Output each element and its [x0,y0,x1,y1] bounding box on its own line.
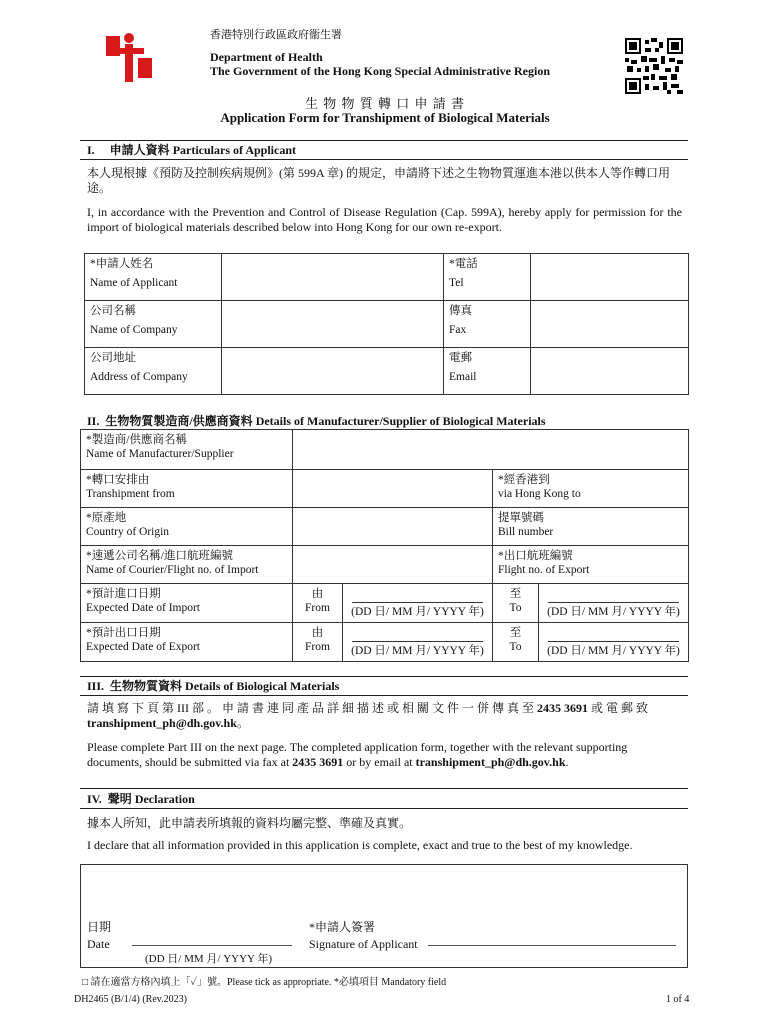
export-from-label: 由 From [293,623,343,662]
company-address-field[interactable] [222,348,444,395]
section-1-title-en: Particulars of Applicant [172,143,297,157]
section-3-heading [87,679,339,694]
import-to-date-field[interactable]: (DD 日/ MM 月/ YYYY 年) [539,584,689,623]
manufacturer-table [80,429,689,662]
date-format-hint: (DD 日/ MM 月/ YYYY 年) [145,953,273,965]
dh-logo [106,32,152,84]
applicant-table [84,253,689,395]
section-3-title-en: Details of Biological Materials [185,679,340,693]
section-2-heading [87,414,546,429]
country-of-origin-field[interactable] [293,508,493,546]
email-label: 電郵 Email [444,348,531,395]
qr-code-icon [625,38,683,94]
fax-field[interactable] [531,301,689,348]
tel-field[interactable] [531,254,689,301]
title-english: Application Form for Transhipment of Biological Materials [220,110,550,125]
title-chinese: 生 物 物 質 轉 口 申 請 書 [304,96,465,111]
dept-chinese-name: 香港特別行政區政府衞生署 [210,29,342,41]
via-hong-kong-to-field[interactable]: *經香港到 via Hong Kong to [493,470,689,508]
flight-export-field[interactable]: *出口航班編號 Flight no. of Export [493,546,689,584]
signature-line[interactable] [428,945,676,946]
footer-note: □ 請在適當方格內填上「✓」號。Please tick as appropriate. *必填項目 Mandatory field [82,977,447,988]
email-field[interactable] [531,348,689,395]
fax-number: 2435 3691 [537,701,588,715]
applicant-name-field[interactable] [222,254,444,301]
transhipment-from-label: *轉口安排由 Transhipment from [81,470,293,508]
bill-number-field[interactable]: 提單號碼 Bill number [493,508,689,546]
email-address-en[interactable]: transhipment_ph@dh.gov.hk [415,755,566,769]
fax-number-en: 2435 3691 [292,755,344,769]
applicant-name-label: *申請人姓名 Name of Applicant [85,254,222,301]
page-number: 1 of 4 [666,994,690,1005]
courier-flight-import-field[interactable] [293,546,493,584]
import-to-label: 至 To [493,584,539,623]
government-name: The Government of the Hong Kong Special Administrative Region [210,64,550,78]
section-3-number: III. [87,679,105,693]
section-3-paragraph-zh: 請 填 寫 下 頁 第 III 部 。 申 請 書 連 同 產 品 詳 細 描 述 或 相 關 文 件 一 併 傳 真 至 2435 3691 或 電 郵 致 transhipment_ph@dh.gov.hk。 [87,701,649,730]
section-1-heading [87,143,296,158]
section-4-number: IV. [87,792,102,806]
date-line[interactable] [132,945,292,946]
courier-flight-import-label: *速遞公司名稱/進口航班編號 Name of Courier/Flight no. of Import [81,546,293,584]
section-1-title-zh: 申請人資料 [109,143,170,157]
section-3-title-zh: 生物物質資料 [110,679,183,693]
section-4-title-zh: 聲明 [107,792,132,806]
section-4-title-en: Declaration [134,792,195,806]
import-from-date-field[interactable]: (DD 日/ MM 月/ YYYY 年) [343,584,493,623]
import-from-label: 由 From [293,584,343,623]
section-2-number: II. [87,414,100,428]
manufacturer-field[interactable] [293,430,689,470]
dept-english-name: Department of Health [210,50,323,64]
country-of-origin-label: *原產地 Country of Origin [81,508,293,546]
export-to-label: 至 To [493,623,539,662]
export-date-label: *預計出口日期 Expected Date of Export [81,623,293,662]
declaration-zh: 據本人所知，此申請表所填報的資料均屬完整、準確及真實。 [87,816,412,830]
section-2-title-zh: 生物物質製造商/供應商資料 [105,414,253,428]
company-address-label: 公司地址 Address of Company [85,348,222,395]
company-name-label: 公司名稱 Name of Company [85,301,222,348]
section-1-paragraph-en: I, in accordance with the Prevention and Control of Disease Regulation (Cap. 599A), hereby apply for permission for the import of biological materials described below into Hong Kong for our own re-export. [87,205,682,234]
import-date-label: *預計進口日期 Expected Date of Import [81,584,293,623]
manufacturer-label: *製造商/供應商名稱 Name of Manufacturer/Supplier [81,430,293,470]
transhipment-from-field[interactable] [293,470,493,508]
tel-label: *電話 Tel [444,254,531,301]
signature-label: *申請人簽署 Signature of Applicant [309,920,418,951]
date-label: 日期 Date [87,920,112,951]
section-4-heading [87,792,195,807]
export-from-date-field[interactable]: (DD 日/ MM 月/ YYYY 年) [343,623,493,662]
section-1-paragraph-zh: 本人現根據《預防及控制疾病規例》(第 599A 章) 的規定，申請將下述之生物物質運進本港以供本人等作轉口用途。 [87,166,671,195]
section-1-number: I. [87,143,95,157]
email-address[interactable]: transhipment_ph@dh.gov.hk [87,716,237,730]
declaration-en: I declare that all information provided in this application is complete, exact and true to the best of my knowledge. [87,838,633,852]
section-3-paragraph-en: Please complete Part III on the next page. The completed application form, together with the relevant supporting documents, should be submitted via fax at 2435 3691 or by email at transhipment_ph@dh.gov.hk. [87,740,628,769]
company-name-field[interactable] [222,301,444,348]
fax-label: 傳真 Fax [444,301,531,348]
section-2-title-en: Details of Manufacturer/Supplier of Biological Materials [255,414,546,428]
form-code: DH2465 (B/1/4) (Rev.2023) [74,994,187,1005]
export-to-date-field[interactable]: (DD 日/ MM 月/ YYYY 年) [539,623,689,662]
